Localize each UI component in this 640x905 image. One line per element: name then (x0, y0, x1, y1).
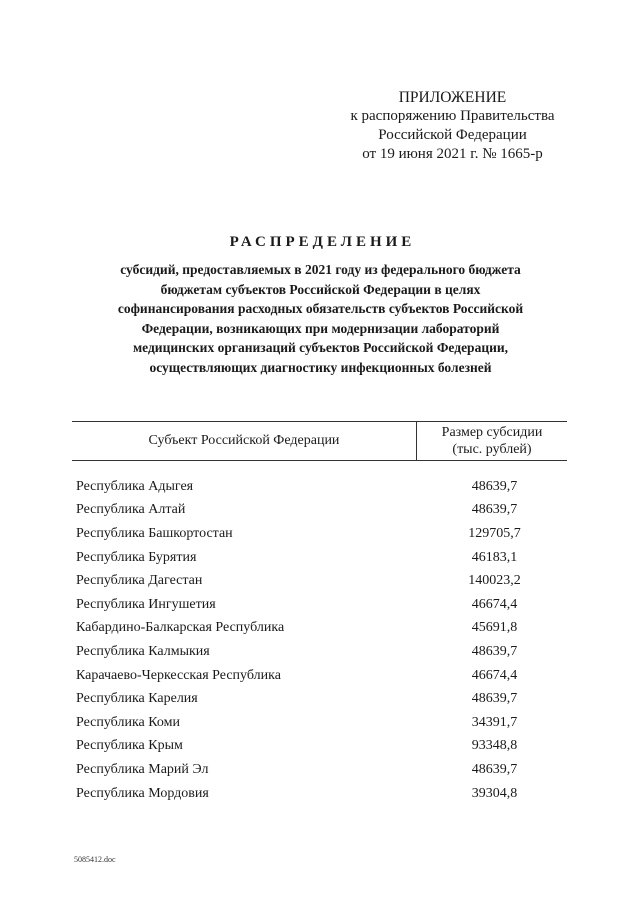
column-header-amount-line2: (тыс. рублей) (452, 442, 532, 457)
subsidy-amount: 39304,8 (471, 785, 518, 801)
table-header (72, 421, 567, 461)
subsidy-amount: 93348,8 (471, 738, 518, 754)
subsidy-amount: 140023,2 (468, 573, 521, 589)
subject-name: Карачаево-Черкесская Республика (76, 667, 281, 683)
subject-name: Республика Мордовия (76, 785, 209, 801)
subsidy-amount: 46674,4 (471, 667, 518, 683)
document-filename: 5085412.doc (74, 855, 116, 864)
subject-name: Республика Крым (76, 738, 183, 754)
subsidy-amount: 48639,7 (471, 478, 518, 494)
subsidy-amount: 48639,7 (471, 502, 518, 518)
appendix-line-1: к распоряжению Правительства (350, 108, 555, 124)
appendix-line-3: от 19 июня 2021 г. № 1665-р (362, 146, 543, 162)
subject-name: Республика Дагестан (76, 573, 203, 589)
subject-name: Республика Бурятия (76, 549, 197, 565)
subsidy-amount: 48639,7 (471, 691, 518, 707)
column-header-amount (417, 422, 567, 460)
table-row (72, 475, 567, 499)
subsidy-amount: 129705,7 (468, 525, 521, 541)
subtitle-line: осуществляющих диагностику инфекционных болезней (149, 359, 492, 375)
subject-name: Республика Коми (76, 714, 180, 730)
subsidy-amount: 46674,4 (471, 596, 518, 612)
subsidy-amount: 48639,7 (471, 761, 518, 777)
table-body (72, 475, 567, 805)
subject-name: Республика Карелия (76, 691, 198, 707)
table-row (72, 593, 567, 617)
subsidy-amount: 34391,7 (471, 714, 518, 730)
table-row (72, 617, 567, 641)
column-header-amount-line1: Размер субсидии (441, 425, 543, 440)
subject-name: Республика Марий Эл (76, 761, 209, 777)
subtitle-line: софинансирования расходных обязательств субъектов Российской (117, 301, 524, 316)
table-row (72, 711, 567, 735)
appendix-title: ПРИЛОЖЕНИЕ (398, 89, 507, 106)
table-row (72, 687, 567, 711)
subsidy-table (72, 421, 567, 805)
table-row (72, 758, 567, 782)
table-row (72, 735, 567, 759)
subtitle-line: медицинских организаций субъектов Российской Федерации, (132, 340, 509, 355)
subtitle-line: бюджетам субъектов Российской Федерации в целях (160, 281, 481, 297)
subject-name: Республика Адыгея (76, 478, 194, 494)
subject-name: Республика Алтай (76, 502, 186, 518)
column-header-subject: Субъект Российской Федерации (72, 422, 417, 460)
subject-name: Республика Башкортостан (76, 525, 233, 541)
appendix-block (330, 88, 575, 164)
table-row (72, 782, 567, 806)
document-heading: РАСПРЕДЕЛЕНИЕ (229, 234, 416, 250)
subsidy-amount: 45691,8 (471, 620, 518, 636)
subject-name: Республика Калмыкия (76, 643, 210, 659)
table-row (72, 569, 567, 593)
subsidy-amount: 48639,7 (471, 643, 518, 659)
table-row (72, 522, 567, 546)
subsidy-amount: 46183,1 (471, 549, 518, 565)
subject-name: Республика Ингушетия (76, 596, 216, 612)
table-row (72, 499, 567, 523)
table-row (72, 546, 567, 570)
appendix-line-2: Российской Федерации (378, 127, 527, 143)
document-subtitle (78, 260, 563, 377)
table-row (72, 640, 567, 664)
subtitle-line: субсидий, предоставляемых в 2021 году из федерального бюджета (120, 262, 521, 277)
subject-name: Кабардино-Балкарская Республика (76, 620, 285, 636)
table-row (72, 664, 567, 688)
subtitle-line: Федерации, возникающих при модернизации лабораторий (141, 320, 500, 336)
